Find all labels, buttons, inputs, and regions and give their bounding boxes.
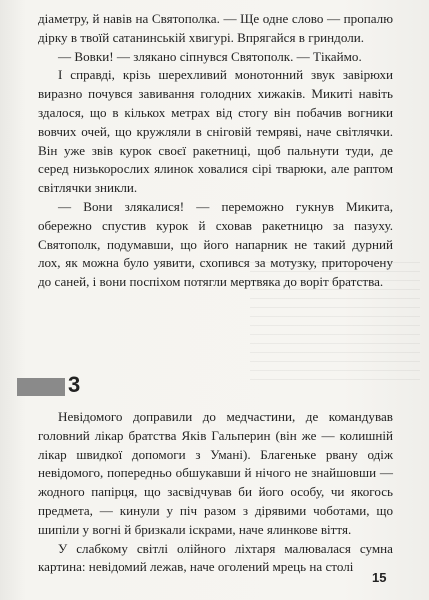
chapter-marker-bar <box>17 378 65 396</box>
bottom-text-block <box>38 408 393 577</box>
page-number: 15 <box>372 570 387 585</box>
paragraph-wolves-scared: — Вони злякалися! — переможно гукнув Микита, обережно спустив курок й сховав ракетницю за пазуху. Святополк, подумавши, що його напарник не такий дурний лох, як можна було уявити, схопився за мотузку, приторочену до саней, і вони поспіхом потягли мертвяка до воріт братства. <box>38 198 393 290</box>
paragraph-lantern-light: У слабкому світлі олійного ліхтаря малювалася сумна картина: невідомий лежав, наче оголений мрець на столі <box>38 540 393 575</box>
paragraph-dialogue-wolves: — Вовки! — злякано сіпнувся Святополк. — Тікаймо. <box>58 48 362 64</box>
chapter-number: 3 <box>68 372 81 397</box>
paragraph-wolves-howl: І справді, крізь шерехливий монотонний звук завірюхи виразно почувся завивання голодних хижаків. Микиті навіть здалося, що в кількох метрах від стогу він побачив вогники вовчих очей, що кружляли в сніговій темряві, наче світлячки. Він уже звів курок своєї ракетниці, щоб пальнути туди, де серед низькорослих ялинок ховалися сірі тварюки, але раптом світлячки зникли. <box>38 67 393 196</box>
paragraph-continuation: діаметру, й навів на Святополка. — Ще одне слово — пропалю дірку в твоїй сатанинській хвигурі. Впрягайся в гриндоли. <box>38 11 393 45</box>
top-text-block <box>38 10 393 292</box>
paragraph-medical-unit: Невідомого доправили до медчастини, де командував головний лікар братства Яків Гальперин (він же — колишній лікар швидкої допомоги з Умані). Благенькe рвану одіж невідомого, попередньо обшукавши й нічого не знайшовши — жодного папірця, що засвідчував би його особу, чи якогось предмета, — кинули у піч разом з дірявими чоботами, що шипіли у вогні й бризкали іскрами, наче ялинкове віття. <box>38 409 393 537</box>
